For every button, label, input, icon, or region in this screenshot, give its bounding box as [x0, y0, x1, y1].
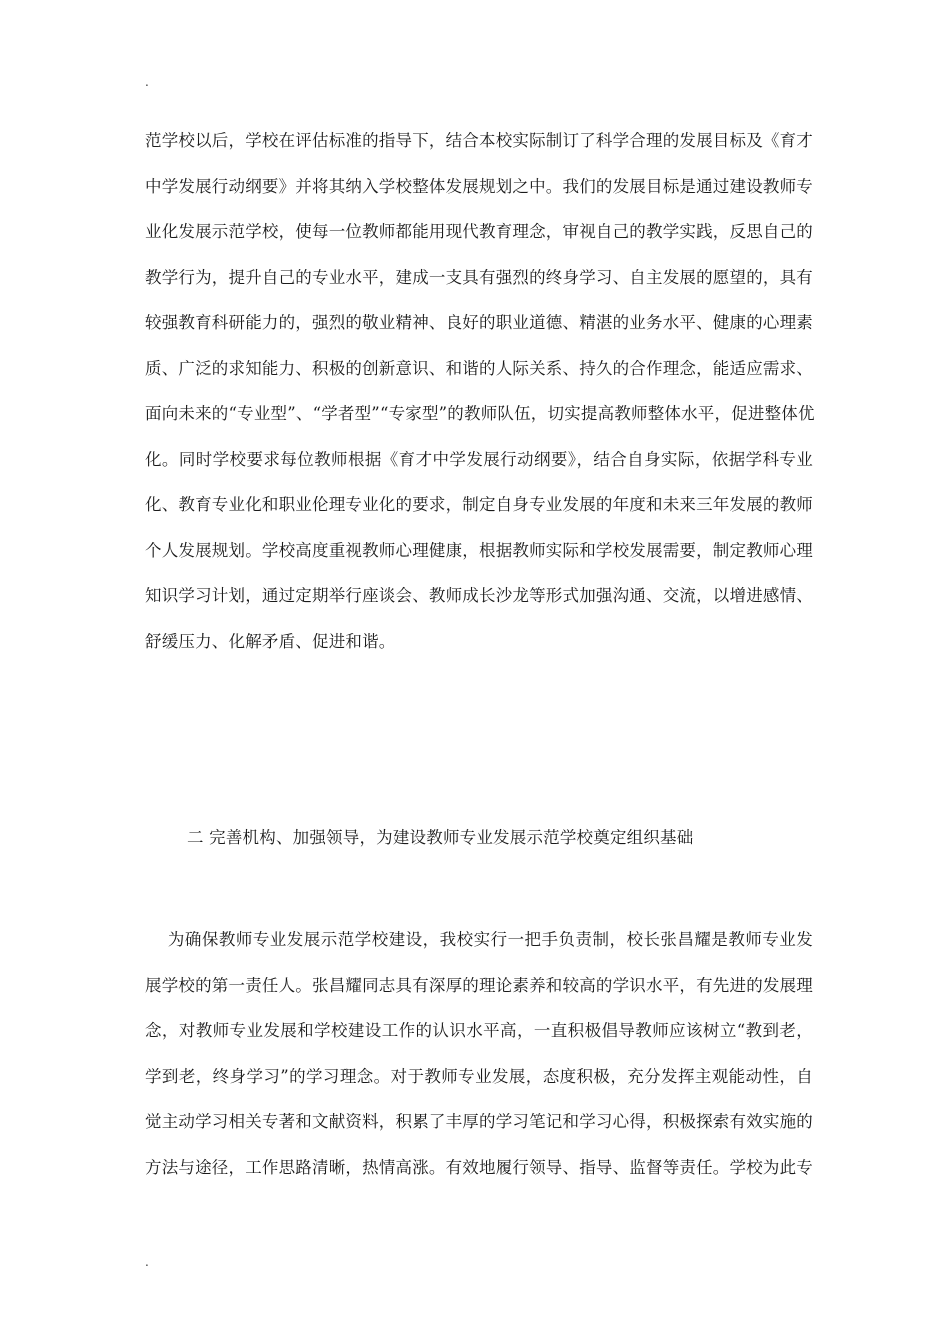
paragraph-line: 学到老，终身学习”的学习理念。对于教师专业发展，态度积极，充分发挥主观能动性，自	[145, 1066, 813, 1086]
paragraph-line: 念，对教师专业发展和学校建设工作的认识水平高，一直积极倡导教师应该树立“教到老，	[145, 1021, 813, 1040]
paragraph-line: 知识学习计划，通过定期举行座谈会、教师成长沙龙等形式加强沟通、交流，以增进感情、	[145, 586, 813, 605]
paragraph-line: 觉主动学习相关专著和文献资料，积累了丰厚的学习笔记和学习心得，积极探索有效实施的	[145, 1112, 813, 1131]
paragraph-line: 面向未来的“专业型”、“学者型”“专家型”的教师队伍，切实提高教师整体水平，促进整体优	[145, 404, 815, 423]
section-heading: 二 完善机构、加强领导，为建设教师专业发展示范学校奠定组织基础	[187, 828, 694, 847]
paragraph-line: 质、广泛的求知能力、积极的创新意识、和谐的人际关系、持久的合作理念，能适应需求、	[145, 358, 813, 378]
paragraph-line: 教学行为，提升自己的专业水平，建成一支具有强烈的终身学习、自主发展的愿望的，具有	[145, 267, 813, 287]
paragraph-line: 方法与途径，工作思路清晰，热情高涨。有效地履行领导、指导、监督等责任。学校为此专	[145, 1157, 813, 1177]
paragraph-line: 为确保教师专业发展示范学校建设，我校实行一把手负责制，校长张昌耀是教师专业发	[145, 930, 813, 949]
paragraph-line: 展学校的第一责任人。张昌耀同志具有深厚的理论素养和较高的学识水平，有先进的发展理	[145, 975, 813, 995]
page-bottom-marker: .	[145, 1255, 149, 1269]
paragraph-line: 化、教育专业化和职业伦理专业化的要求，制定自身专业发展的年度和未来三年发展的教师	[145, 495, 813, 514]
paragraph-line: 中学发展行动纲要》并将其纳入学校整体发展规划之中。我们的发展目标是通过建设教师专	[145, 176, 813, 196]
page-top-marker: .	[145, 75, 149, 89]
paragraph-line: 个人发展规划。学校高度重视教师心理健康，根据教师实际和学校发展需要，制定教师心理	[145, 540, 813, 560]
body-paragraph-1	[145, 118, 813, 664]
paragraph-line: 范学校以后，学校在评估标准的指导下，结合本校实际制订了科学合理的发展目标及《育才	[145, 131, 813, 150]
paragraph-line: 较强教育科研能力的，强烈的敬业精神、良好的职业道德、精湛的业务水平、健康的心理素	[145, 313, 813, 332]
body-paragraph-2	[145, 917, 813, 1190]
paragraph-line: 业化发展示范学校，使每一位教师都能用现代教育理念，审视自己的教学实践，反思自己的	[145, 222, 813, 241]
paragraph-line: 化。同时学校要求每位教师根据《育才中学发展行动纲要》，结合自身实际，依据学科专业	[145, 449, 813, 469]
paragraph-line: 舒缓压力、化解矛盾、促进和谐。	[145, 631, 396, 651]
